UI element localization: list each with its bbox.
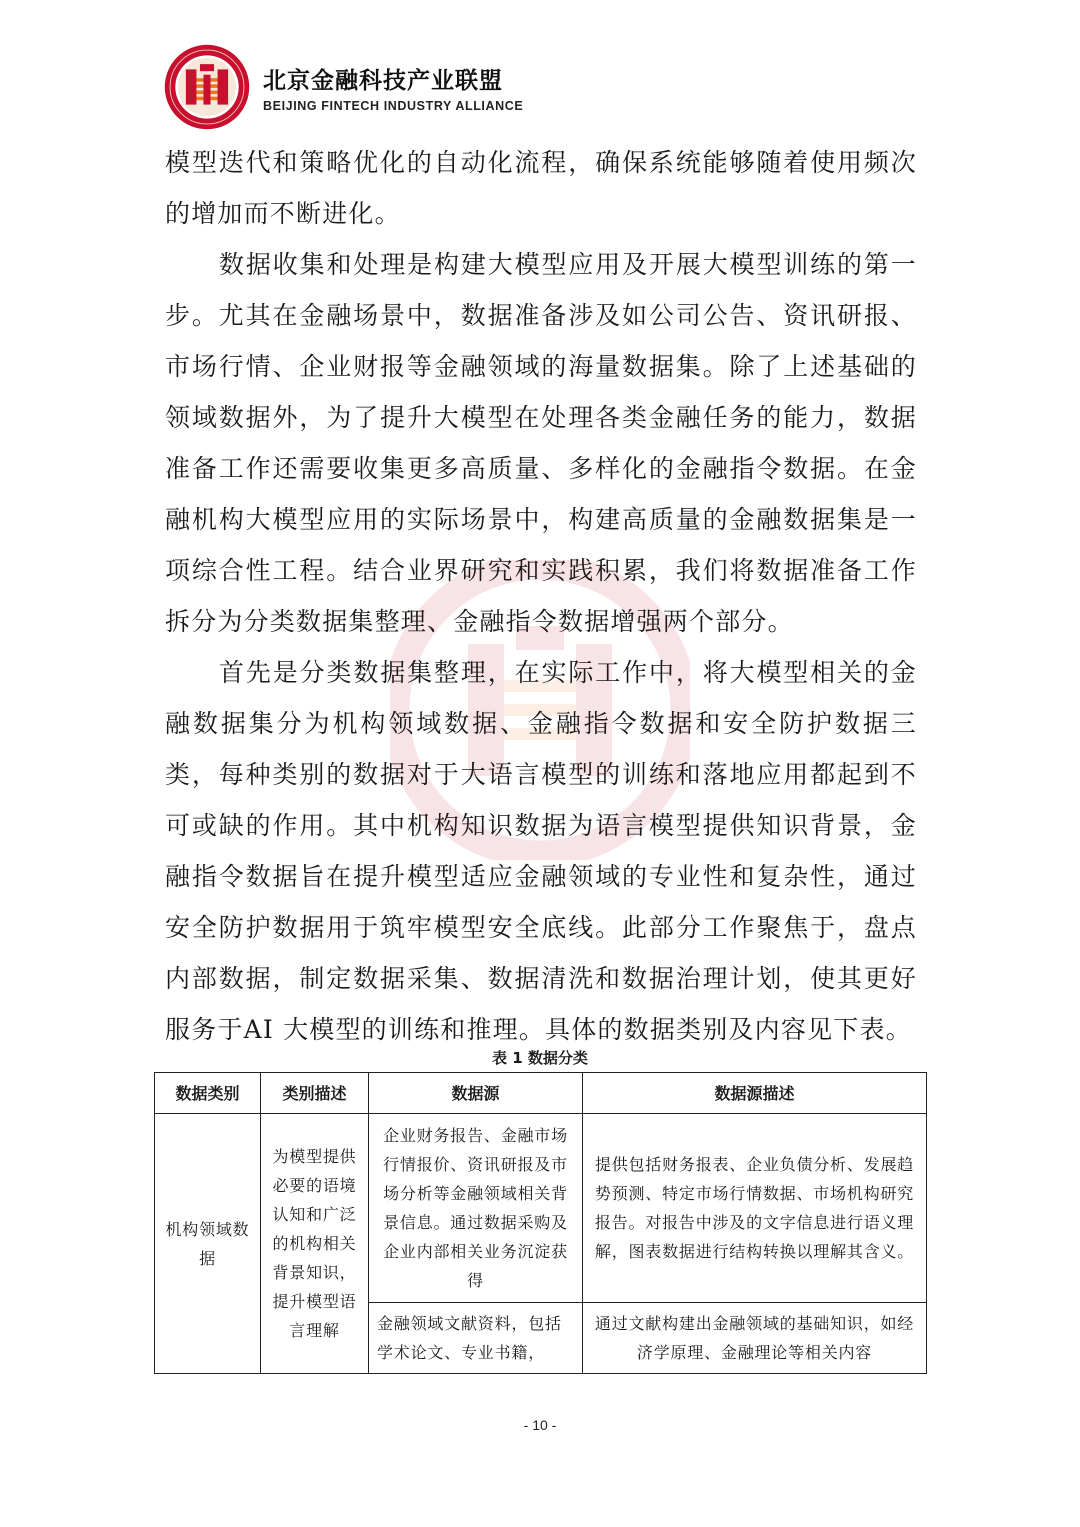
paragraph: 数据收集和处理是构建大模型应用及开展大模型训练的第一步。尤其在金融场景中，数据准备涉及如公司公告、资讯研报、市场行情、企业财报等金融领域的海量数据集。除了上述基础的领域数据外，为了提升大模型在处理各类金融任务的能力，数据准备工作还需要收集更多高质量、多样化的金融指令数据。在金融机构大模型应用的实际场景中，构建高质量的金融数据集是一项综合性工程。结合业界研究和实践积累，我们将数据准备工作拆分为分类数据集整理、金融指令数据增强两个部分。: [165, 250, 917, 636]
table-caption: 表 1 数据分类: [492, 1049, 588, 1067]
category-cell: 机构领域数据: [155, 1114, 261, 1374]
paragraph: 模型迭代和策略优化的自动化流程，确保系统能够随着使用频次的增加而不断进化。: [165, 148, 917, 228]
org-name-cn: 北京金融科技产业联盟: [263, 67, 503, 94]
data-source-description-cell: 通过文献构建出金融领域的基础知识，如经济学原理、金融理论等相关内容: [583, 1303, 927, 1374]
data-classification-table: [154, 1072, 927, 1374]
page-number: - 10 -: [523, 1417, 557, 1433]
page-header: [163, 42, 523, 132]
column-header: 类别描述: [261, 1073, 369, 1114]
table-header-row: [155, 1073, 927, 1114]
category-description-cell: 为模型提供必要的语境认知和广泛的机构相关背景知识，提升模型语言理解: [261, 1114, 369, 1374]
data-source-description-cell: 提供包括财务报表、企业负债分析、发展趋势预测、特定市场行情数据、市场机构研究报告。对报告中涉及的文字信息进行语义理解，图表数据进行结构转换以理解其含义。: [583, 1114, 927, 1303]
table-row: [155, 1114, 927, 1303]
column-header: 数据源描述: [583, 1073, 927, 1114]
data-source-cell: 金融领域文献资料，包括学术论文、专业书籍，: [369, 1303, 583, 1374]
body-text: [165, 137, 917, 1055]
column-header: 数据源: [369, 1073, 583, 1114]
paragraph: 首先是分类数据集整理，在实际工作中，将大模型相关的金融数据集分为机构领域数据、金融指令数据和安全防护数据三类，每种类别的数据对于大语言模型的训练和落地应用都起到不可或缺的作用。其中机构知识数据为语言模型提供知识背景，金融指令数据旨在提升模型适应金融领域的专业性和复杂性，通过安全防护数据用于筑牢模型安全底线。此部分工作聚焦于，盘点内部数据，制定数据采集、数据清洗和数据治理计划，使其更好服务于AI 大模型的训练和推理。具体的数据类别及内容见下表。: [165, 658, 917, 1044]
column-header: 数据类别: [155, 1073, 261, 1114]
org-name-block: [263, 62, 523, 113]
org-name-en: BEIJING FINTECH INDUSTRY ALLIANCE: [263, 98, 524, 113]
alliance-seal-logo-icon: [163, 43, 251, 131]
data-source-cell: 企业财务报告、金融市场行情报价、资讯研报及市场分析等金融领域相关背景信息。通过数据采购及企业内部相关业务沉淀获得: [369, 1114, 583, 1303]
